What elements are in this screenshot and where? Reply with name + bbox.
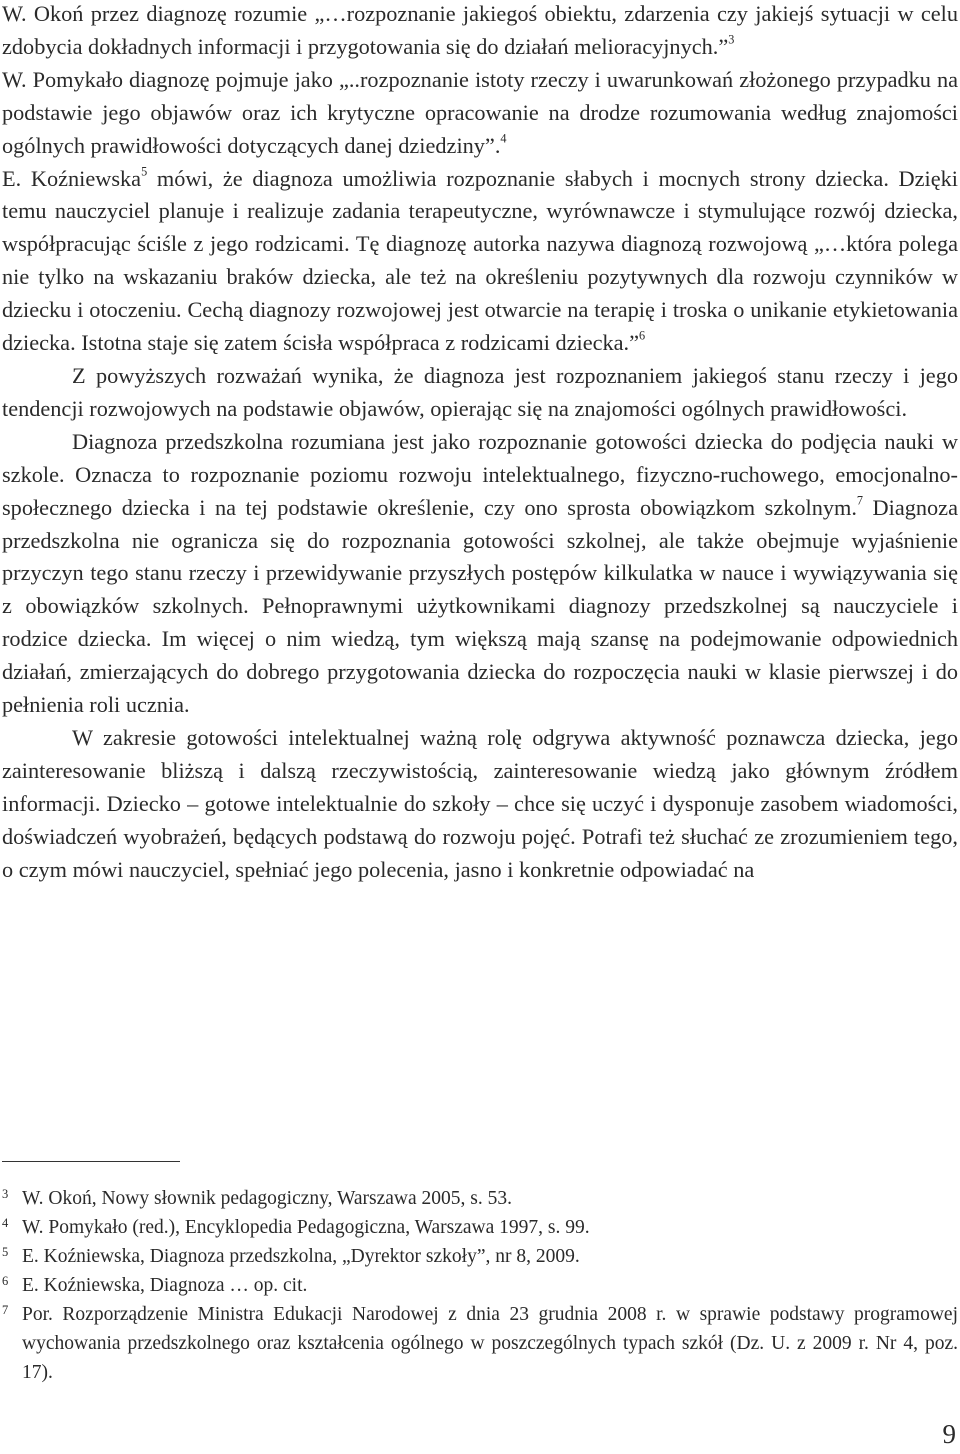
- footnote: [2, 1271, 958, 1300]
- footnote-mark: 4: [2, 1216, 9, 1230]
- footnote-ref: 4: [500, 131, 507, 146]
- footnote-mark: 3: [2, 1187, 9, 1201]
- paragraph-text: Z powyższych rozważań wynika, że diagnoza jest rozpoznaniem jakiegoś stanu rzeczy i jego tendencji rozwojowych na podstawie objawów, opierając się na znajomości ogólnych prawidłowości.: [2, 362, 958, 421]
- paragraph-text: W. Pomykało diagnozę pojmuje jako „..rozpoznanie istoty rzeczy i uwarunkowań złożonego przypadku na podstawie jego objawów oraz ich krytyczne opracowanie na drodze rozumowania według znajomości ogólnych prawidłowości dotyczących danej dziedziny”.: [2, 66, 958, 158]
- paragraph: [2, 360, 958, 426]
- footnote-text: Por. Rozporządzenie Ministra Edukacji Narodowej z dnia 23 grudnia 2008 r. w sprawie podstawy programowej wychowania przedszkolnego oraz kształcenia ogólnego w poszczególnych typach szkół (Dz. U. z 2009 r. Nr 4, poz. 17).: [22, 1304, 958, 1383]
- footnote: [2, 1242, 958, 1271]
- footnote-text: E. Koźniewska, Diagnoza przedszkolna, „Dyrektor szkoły”, nr 8, 2009.: [22, 1246, 580, 1267]
- footnote: [2, 1184, 958, 1213]
- paragraph: [2, 64, 958, 163]
- paragraph-text-lead: E. Koźniewska: [2, 165, 142, 191]
- footnote-mark: 7: [2, 1303, 9, 1317]
- footnote-ref: 3: [728, 32, 735, 47]
- body-text: [2, 0, 958, 886]
- paragraph-text: Diagnoza przedszkolna nie ogranicza się do rozpoznania gotowości szkolnej, ale także obejmuje wyjaśnienie przyczyn tego stanu rzeczy i przewidywanie przyszłych postępów kilkulatka w nauce i wywiązywania się z obowiązków szkolnych. Pełnoprawnymi użytkownikami diagnozy przedszkolnej są nauczyciele i rodzice dziecka. Im więcej o nim wiedzą, tym większą mają szansę na podejmowanie odpowiednich działań, zmierzających do dobrego przygotowania dziecka do rozpoczęcia nauki w klasie pierwszej i do pełnienia roli ucznia.: [2, 494, 958, 718]
- paragraph: [2, 722, 958, 887]
- paragraph-text: W. Okoń przez diagnozę rozumie „…rozpoznanie jakiegoś obiektu, zdarzenia czy jakiejś sytuacji w celu zdobycia dokładnych informacji i przygotowania się do działań melioracyjnych.”: [2, 1, 958, 59]
- footnote-ref: 5: [141, 164, 148, 179]
- paragraph: [2, 163, 958, 360]
- footnote: [2, 1300, 958, 1387]
- footnote: [2, 1213, 958, 1242]
- paragraph-text: mówi, że diagnoza umożliwia rozpoznanie słabych i mocnych strony dziecka. Dzięki temu nauczyciel planuje i realizuje zadania terapeutyczne, wyrównawcze i stymulujące rozwój dziecka, współpracując ściśle z jego rodzicami. Tę diagnozę autorka nazywa diagnozą rozwojową „…która polega nie tylko na wskazaniu braków dziecka, ale też na określeniu pozytywnych dla rozwoju czynników w dziecku i otoczeniu. Cechą diagnozy rozwojowej jest otwarcie na terapię i troska o unikanie etykietowania dziecka. Istotna staje się zatem ścisła współpraca z rodzicami dziecka.”: [2, 165, 958, 356]
- footnote-mark: 5: [2, 1245, 9, 1259]
- page-number: 9: [942, 1419, 956, 1449]
- footnote-divider: [2, 1161, 180, 1162]
- footnote-ref: 7: [856, 493, 864, 508]
- footnotes: [2, 1184, 958, 1387]
- paragraph: [2, 0, 958, 64]
- paragraph-text: W zakresie gotowości intelektualnej ważną rolę odgrywa aktywność poznawcza dziecka, jego zainteresowanie bliższą i dalszą rzeczywistością, zainteresowanie wiedzą jako głównym źródłem informacji. Dziecko – gotowe intelektualnie do szkoły – chce się uczyć i dysponuje zasobem wiadomości, doświadczeń wyobrażeń, będących podstawą do rozwoju pojęć. Potrafi też słuchać ze zrozumieniem tego, o czym mówi nauczyciel, spełniać jego polecenia, jasno i konkretnie odpowiadać na: [2, 724, 958, 882]
- footnote-mark: 6: [2, 1274, 9, 1288]
- paragraph-text-lead: Diagnoza przedszkolna rozumiana jest jako rozpoznanie gotowości dziecka do podjęcia nauki w szkole. Oznacza to rozpoznanie poziomu rozwoju intelektualnego, fizyczno-ruchowego, emocjonalno-społecznego dziecka i na tej podstawie określenie, czy ono sprosta obowiązkom szkolnym.: [2, 428, 958, 520]
- footnote-text: E. Koźniewska, Diagnoza … op. cit.: [22, 1275, 308, 1296]
- footnote-text: W. Okoń, Nowy słownik pedagogiczny, Warszawa 2005, s. 53.: [22, 1188, 513, 1209]
- footnote-ref: 6: [639, 328, 646, 343]
- footnote-text: W. Pomykało (red.), Encyklopedia Pedagogiczna, Warszawa 1997, s. 99.: [22, 1217, 590, 1238]
- paragraph: [2, 426, 958, 722]
